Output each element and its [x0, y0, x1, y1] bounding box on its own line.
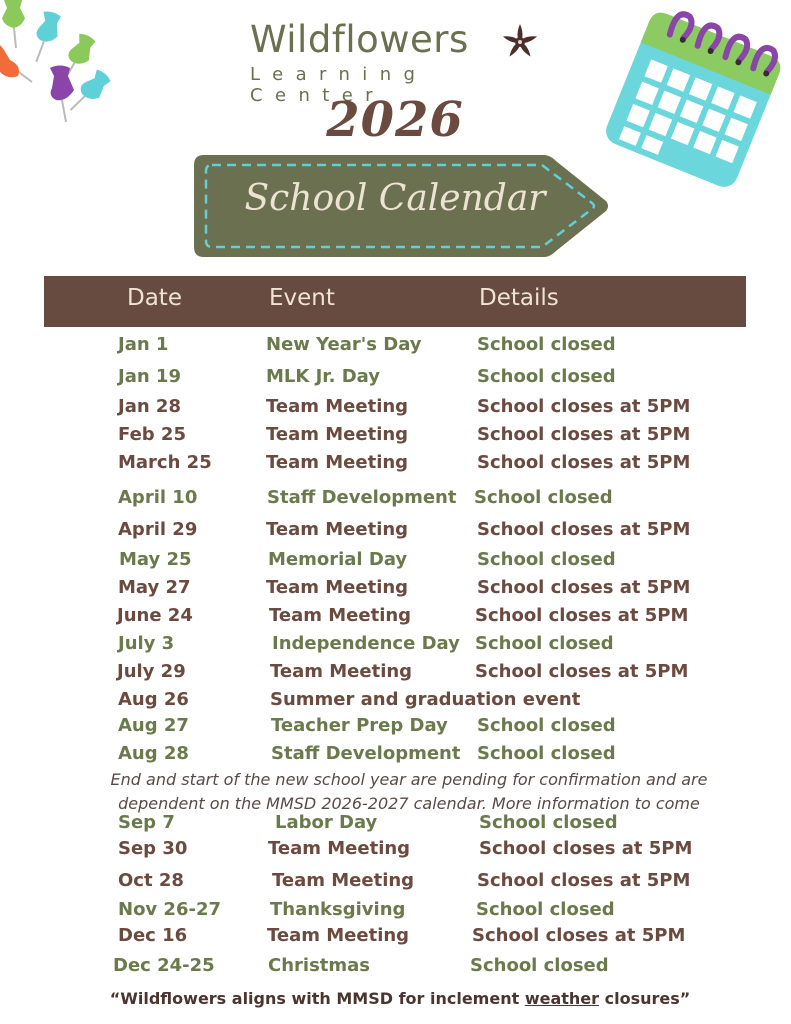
row-date: Aug 26: [118, 689, 189, 710]
row-details: School closed: [477, 366, 616, 387]
pushpins-icon: [0, 0, 140, 130]
header-event: Event: [269, 285, 335, 311]
table-row: [0, 487, 791, 513]
table-row: [0, 870, 791, 896]
row-details: School closed: [470, 955, 609, 976]
row-event: Team Meeting: [272, 870, 415, 891]
row-event: MLK Jr. Day: [266, 366, 380, 387]
row-details: School closed: [474, 487, 613, 508]
table-row: [0, 689, 791, 715]
row-details: School closes at 5PM: [477, 452, 691, 473]
row-details: School closes at 5PM: [479, 838, 693, 859]
row-date: Dec 24-25: [113, 955, 215, 976]
table-row: [0, 396, 791, 422]
row-date: Jan 19: [118, 366, 181, 387]
row-details: School closes at 5PM: [477, 870, 691, 891]
table-row: [0, 452, 791, 478]
inclement-weather-note: [100, 989, 700, 1008]
pushpin-green-1: [2, 0, 25, 48]
row-date: March 25: [118, 452, 212, 473]
row-details: School closed: [479, 812, 618, 833]
table-row: [0, 838, 791, 864]
row-event: Labor Day: [275, 812, 378, 833]
row-event: Memorial Day: [268, 549, 408, 570]
calendar-icon: [595, 0, 791, 200]
row-date: April 10: [118, 487, 198, 508]
school-year-note: End and start of the new school year are pending for confirmation and are dependent on the MMSD 2026-2027 calendar. More information to come: [110, 770, 708, 813]
table-row: [0, 633, 791, 659]
row-event: Staff Development: [267, 487, 457, 508]
row-details: School closed: [477, 549, 616, 570]
row-date: July 29: [117, 661, 186, 682]
footer-text-after: closures”: [599, 989, 691, 1008]
row-details: School closes at 5PM: [475, 605, 689, 626]
row-date: Jan 28: [118, 396, 181, 417]
row-date: May 27: [118, 577, 191, 598]
row-date: Sep 7: [118, 812, 175, 833]
row-event: Thanksgiving: [270, 899, 406, 920]
row-details: School closes at 5PM: [472, 925, 686, 946]
calendar-year: 2026: [326, 92, 464, 148]
brand-subtitle: Learning Center: [250, 64, 428, 106]
row-event: Team Meeting: [266, 452, 409, 473]
table-header: [44, 276, 746, 327]
row-event: Team Meeting: [267, 925, 410, 946]
row-date: Jan 1: [118, 334, 169, 355]
row-date: April 29: [118, 519, 198, 540]
row-event: Team Meeting: [266, 519, 409, 540]
row-event: Team Meeting: [266, 424, 409, 445]
table-row: [0, 424, 791, 450]
row-date: Feb 25: [118, 424, 186, 445]
row-event: Teacher Prep Day: [271, 715, 448, 736]
table-row: [0, 715, 791, 741]
row-date: July 3: [118, 633, 175, 654]
row-event: Team Meeting: [269, 605, 412, 626]
pushpin-teal-2: [65, 67, 113, 119]
row-date: Oct 28: [118, 870, 184, 891]
table-row: [0, 955, 791, 981]
row-details: School closes at 5PM: [477, 424, 691, 445]
table-row: [0, 519, 791, 545]
row-event: Christmas: [268, 955, 371, 976]
footer-text-before: “Wildflowers aligns with MMSD for inclement: [109, 989, 525, 1008]
header-date: Date: [127, 285, 182, 311]
brand-name: Wildflowers: [250, 18, 469, 61]
row-date: Aug 27: [118, 715, 189, 736]
header-details: Details: [479, 285, 559, 311]
pushpin-teal-1: [29, 10, 63, 66]
row-details: School closed: [476, 899, 615, 920]
row-details: School closes at 5PM: [477, 577, 691, 598]
table-row: [0, 334, 791, 360]
row-date: Nov 26-27: [118, 899, 221, 920]
row-event: Team Meeting: [266, 396, 409, 417]
banner-title: School Calendar: [244, 178, 546, 219]
table-row: [0, 925, 791, 951]
table-row: [0, 577, 791, 603]
row-details: School closed: [477, 334, 616, 355]
row-event: Team Meeting: [266, 577, 409, 598]
row-date: Aug 28: [118, 743, 189, 764]
table-row: [0, 549, 791, 575]
flower-icon: [500, 22, 540, 62]
row-date: Dec 16: [118, 925, 188, 946]
row-details: School closes at 5PM: [477, 519, 691, 540]
table-row: [0, 366, 791, 392]
row-date: Sep 30: [118, 838, 188, 859]
row-event: Staff Development: [271, 743, 461, 764]
table-row: [0, 661, 791, 687]
row-details: School closed: [475, 633, 614, 654]
row-details: School closes at 5PM: [477, 396, 691, 417]
row-details: School closed: [477, 715, 616, 736]
row-details: School closed: [477, 743, 616, 764]
footer-text-underlined: weather: [524, 989, 600, 1008]
pushpin-orange: [0, 45, 32, 82]
row-details: School closes at 5PM: [475, 661, 689, 682]
table-row: [0, 743, 791, 769]
row-event: New Year's Day: [266, 334, 422, 355]
row-date: May 25: [119, 549, 192, 570]
row-date: June 24: [117, 605, 193, 626]
pushpin-purple: [50, 66, 74, 123]
table-row: [0, 605, 791, 631]
row-event: Team Meeting: [270, 661, 413, 682]
table-row: [0, 899, 791, 925]
row-event: Summer and graduation event: [270, 689, 581, 710]
row-event: Team Meeting: [268, 838, 411, 859]
row-event: Independence Day: [272, 633, 460, 654]
